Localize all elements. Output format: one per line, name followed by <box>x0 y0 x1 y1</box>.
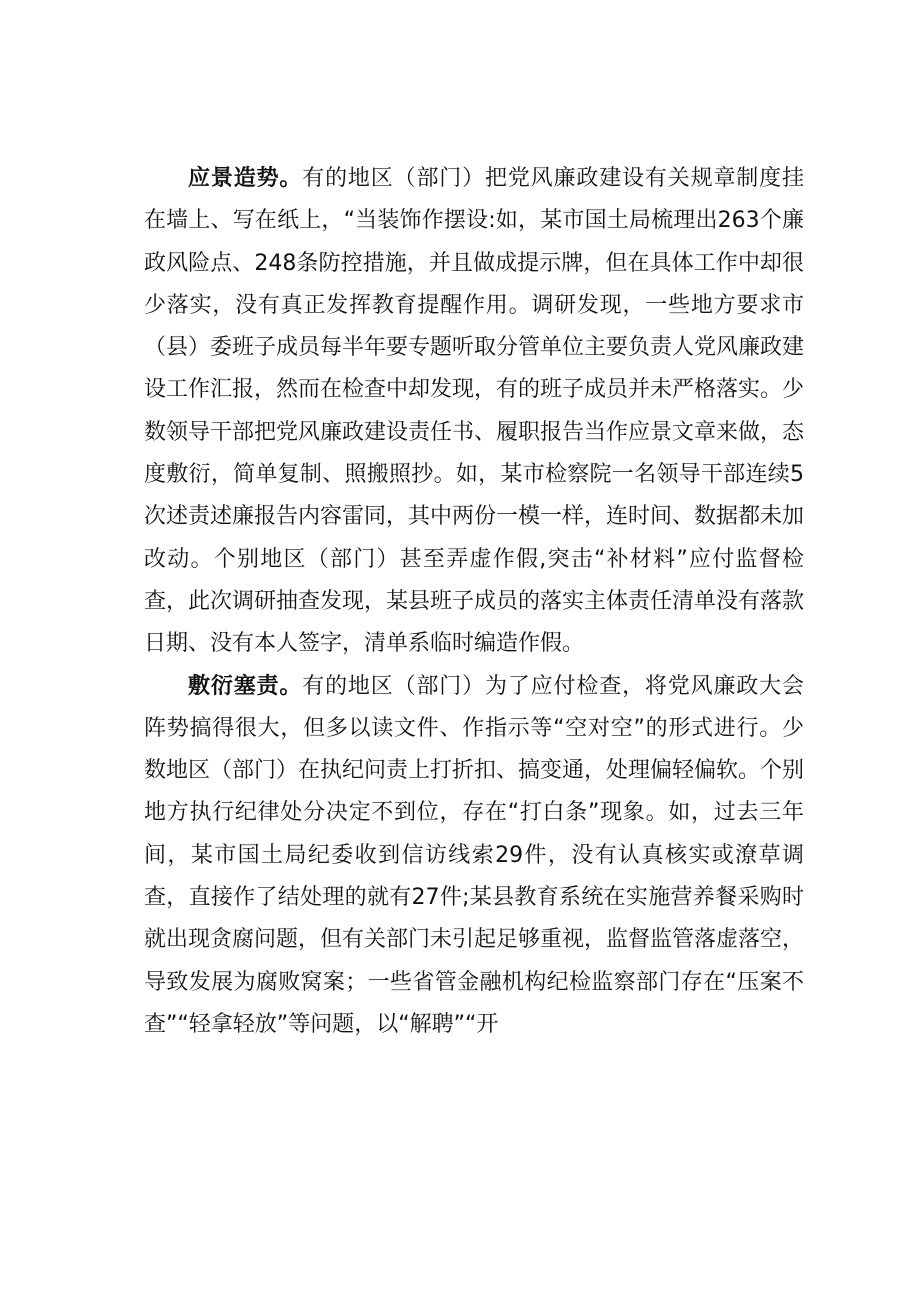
paragraph-2-heading: 敷衍塞责。 <box>188 673 303 699</box>
paragraph-2 <box>144 666 804 1047</box>
paragraph-1-body: 有的地区（部门）把党风廉政建设有关规章制度挂在墙上、写在纸上，“当装饰作摆设:如，某市国土局梳理出263个廉政风险点、248条防控措施，并且做成提示牌，但在具体工作中却很少落实，没有真正发挥教育提醒作用。调研发现，一些地方要求市（县）委班子成员每半年要专题听取分管单位主要负责人党风廉政建设工作汇报，然而在检查中却发现，有的班子成员并未严格落实。少数领导干部把党风廉政建设责任书、履职报告当作应景文章来做，态度敷衍，简单复制、照搬照抄。如，某市检察院一名领导干部连续5次述责述廉报告内容雷同，其中两份一模一样，连时间、数据都未加改动。个别地区（部门）甚至弄虚作假,突击“补材料”应付监督检查，此次调研抽查发现，某县班子成员的落实主体责任清单没有落款日期、没有本人签字，清单系临时编造作假。 <box>144 166 805 657</box>
document-body <box>144 158 804 1046</box>
paragraph-2-body: 有的地区（部门）为了应付检查，将党风廉政大会阵势搞得很大，但多以读文件、作指示等“空对空”的形式进行。少数地区（部门）在执纪问责上打折扣、搞变通，处理偏轻偏软。个别地方执行纪律处分决定不到位，存在“打白条”现象。如，过去三年间，某市国土局纪委收到信访线索29件，没有认真核实或潦草调查，直接作了结处理的就有27件;某县教育系统在实施营养餐采购时就出现贪腐问题，但有关部门未引起足够重视，监督监管落虚落空，导致发展为腐败窝案；一些省管金融机构纪检监察部门存在“压案不查”“轻拿轻放”等问题，以“解聘”“开 <box>144 673 805 1037</box>
paragraph-1-heading: 应景造势。 <box>188 166 303 191</box>
paragraph-1 <box>144 158 804 666</box>
